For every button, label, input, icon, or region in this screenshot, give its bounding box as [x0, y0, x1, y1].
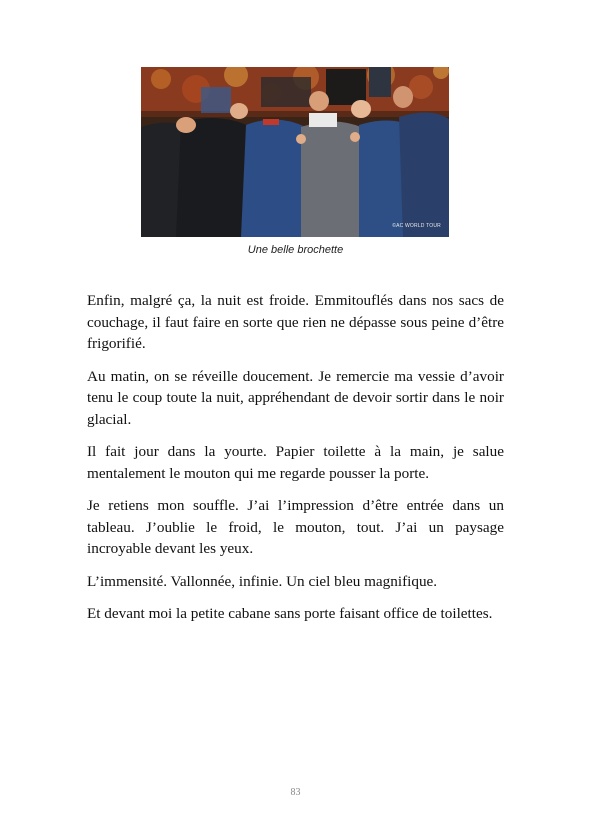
paragraph: Il fait jour dans la yourte. Papier toilette à la main, je salue mentalement le mouton qui me regarde pousser la porte.: [87, 443, 504, 482]
paragraph: Je retiens mon souffle. J’ai l’impression d’être entrée dans un tableau. J’oublie le froid, le mouton, tout. J’ai un paysage incroyable devant les yeux.: [87, 497, 504, 557]
photo-illustration: [141, 67, 449, 237]
photo-friends-in-sleeping-bags: [141, 67, 449, 237]
photo-caption: Une belle brochette: [247, 244, 344, 256]
paragraph: Et devant moi la petite cabane sans porte faisant office de toilettes.: [87, 605, 493, 622]
photo-watermark: ©AC WORLD TOUR: [392, 223, 441, 229]
paragraph: Enfin, malgré ça, la nuit est froide. Emmitouflés dans nos sacs de couchage, il faut faire en sorte que rien ne dépasse sous peine d’être frigorifié.: [87, 292, 504, 352]
body-text: [87, 290, 504, 636]
page-number: 83: [290, 787, 301, 798]
paragraph: L’immensité. Vallonnée, infinie. Un ciel bleu magnifique.: [87, 572, 438, 590]
paragraph: Au matin, on se réveille doucement. Je remercie ma vessie d’avoir tenu le coup toute la nuit, appréhendant de devoir sortir dans le noir glacial.: [87, 367, 504, 428]
